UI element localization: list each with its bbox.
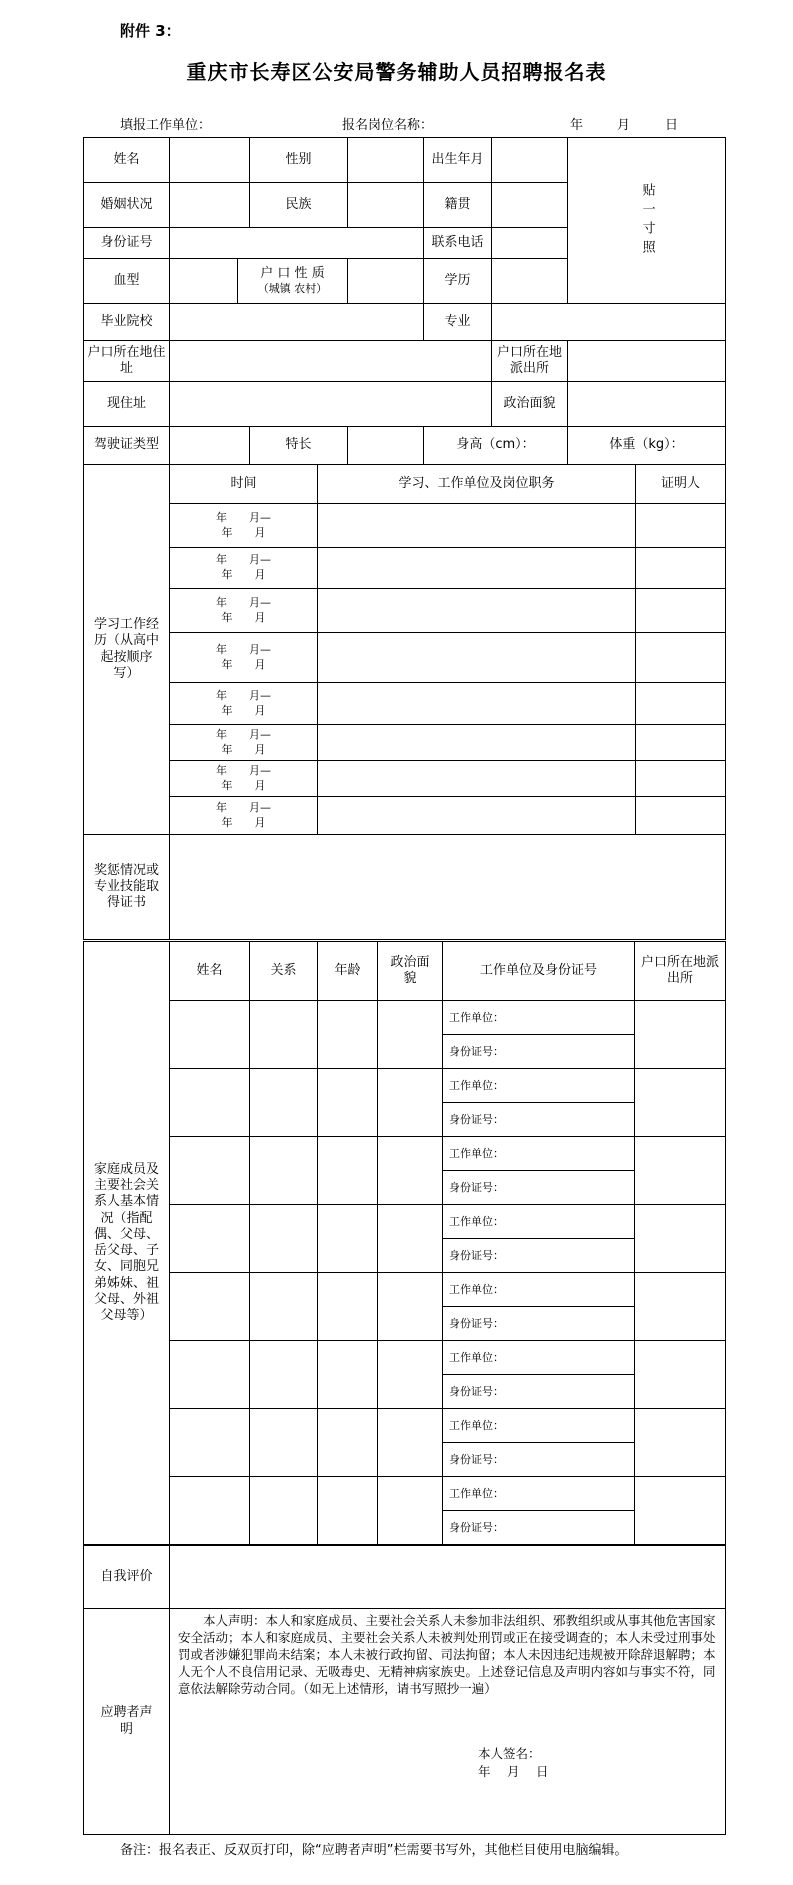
declaration-text: 本人声明：本人和家庭成员、主要社会关系人未参加非法组织、邪教组织或从事其他危害国家安全活动；本人和家庭成员、主要社会关系人未被判处刑罚或正在接受调查的；本人未受过刑事处罚或者涉嫌犯罪尚未结案；本人未被行政拘留、司法拘留；本人未因违纪违规被开除辞退解聘；本人无个人不良信用记录、无吸毒史、无精神病家族史。上述登记信息及声明内容如与事实不符，同意依法解除劳动合同。（如无上述情形，请书写照抄一遍） xyxy=(178,1613,716,1696)
resume-witness-cell[interactable] xyxy=(636,504,726,548)
specialty-label: 特长 xyxy=(250,427,348,465)
declaration-label: 应聘者声明 xyxy=(84,1609,170,1835)
member-relation[interactable] xyxy=(250,1477,318,1545)
hukou-police-label: 户口所在地派出所 xyxy=(492,341,568,382)
member-work-unit[interactable]: 工作单位： xyxy=(443,1477,635,1511)
resume-col-unit: 学习、工作单位及岗位职务 xyxy=(318,465,636,504)
time-start: 年 月— xyxy=(216,727,271,741)
basic-info-table xyxy=(83,137,726,465)
education-label: 学历 xyxy=(424,259,492,304)
resume-witness-cell[interactable] xyxy=(636,633,726,683)
form-note: 备注：报名表正、反双页打印，除“应聘者声明”栏需要书写外，其他栏目使用电脑编辑。 xyxy=(120,1843,628,1858)
resume-time-cell[interactable] xyxy=(170,725,318,761)
member-name[interactable] xyxy=(170,1477,250,1545)
member-id[interactable]: 身份证号： xyxy=(443,1307,635,1341)
hukou-addr-field[interactable] xyxy=(170,341,492,382)
phone-label: 联系电话 xyxy=(424,228,492,259)
native-label: 籍贯 xyxy=(424,183,492,228)
resume-time-cell[interactable] xyxy=(170,683,318,725)
awards-field[interactable] xyxy=(170,835,726,940)
member-political[interactable] xyxy=(378,1137,443,1205)
gender-field[interactable] xyxy=(348,138,424,183)
fill-unit-label: 填报工作单位： xyxy=(120,118,212,133)
member-relation[interactable] xyxy=(250,1001,318,1069)
resume-time-cell[interactable] xyxy=(170,548,318,589)
member-police[interactable] xyxy=(635,1409,726,1477)
time-end: 年 月 xyxy=(221,742,266,756)
member-id[interactable]: 身份证号： xyxy=(443,1239,635,1273)
time-end: 年 月 xyxy=(221,525,266,539)
member-age[interactable] xyxy=(318,1409,378,1477)
resume-time-cell[interactable] xyxy=(170,589,318,633)
resume-witness-cell[interactable] xyxy=(636,797,726,835)
resume-col-witness: 证明人 xyxy=(636,465,726,504)
gender-label: 性别 xyxy=(250,138,348,183)
member-police[interactable] xyxy=(635,1137,726,1205)
birth-field[interactable] xyxy=(492,138,568,183)
license-label: 驾驶证类型 xyxy=(84,427,170,465)
blood-label: 血型 xyxy=(84,259,170,304)
member-name[interactable] xyxy=(170,1069,250,1137)
current-addr-field[interactable] xyxy=(170,382,492,427)
hukou-addr-label: 户口所在地住址 xyxy=(84,341,170,382)
member-name[interactable] xyxy=(170,1137,250,1205)
time-start: 年 月— xyxy=(216,595,271,609)
member-name[interactable] xyxy=(170,1409,250,1477)
political-field[interactable] xyxy=(568,382,726,427)
self-eval-label: 自我评价 xyxy=(84,1546,170,1609)
ethnicity-field[interactable] xyxy=(348,183,424,228)
date-day-label: 日 xyxy=(665,118,679,133)
resume-row xyxy=(84,504,726,548)
member-work-unit[interactable]: 工作单位： xyxy=(443,1205,635,1239)
member-id[interactable]: 身份证号： xyxy=(443,1443,635,1477)
family-col-political: 政治面貌 xyxy=(378,942,443,1001)
family-col-work-id: 工作单位及身份证号 xyxy=(443,942,635,1001)
member-id[interactable]: 身份证号： xyxy=(443,1103,635,1137)
member-id[interactable]: 身份证号： xyxy=(443,1035,635,1069)
time-end: 年 月 xyxy=(221,778,266,792)
member-relation[interactable] xyxy=(250,1205,318,1273)
member-name[interactable] xyxy=(170,1273,250,1341)
member-id[interactable]: 身份证号： xyxy=(443,1511,635,1545)
fill-post-label: 报名岗位名称： xyxy=(342,118,434,133)
hukou-type-field[interactable] xyxy=(348,259,424,304)
time-start: 年 月— xyxy=(216,688,271,702)
member-name[interactable] xyxy=(170,1001,250,1069)
declaration-cell xyxy=(170,1609,726,1835)
native-field[interactable] xyxy=(492,183,568,228)
name-label: 姓名 xyxy=(84,138,170,183)
member-relation[interactable] xyxy=(250,1137,318,1205)
resume-unit-cell[interactable] xyxy=(318,504,636,548)
member-political[interactable] xyxy=(378,1001,443,1069)
photo-box[interactable] xyxy=(568,138,726,304)
form-title: 重庆市长寿区公安局警务辅助人员招聘报名表 xyxy=(186,60,607,84)
resume-witness-cell[interactable] xyxy=(636,589,726,633)
marital-field[interactable] xyxy=(170,183,250,228)
member-name[interactable] xyxy=(170,1341,250,1409)
resume-witness-cell[interactable] xyxy=(636,725,726,761)
member-work-unit[interactable]: 工作单位： xyxy=(443,1341,635,1375)
family-col-name: 姓名 xyxy=(170,942,250,1001)
license-field[interactable] xyxy=(170,427,250,465)
specialty-field[interactable] xyxy=(348,427,424,465)
member-age[interactable] xyxy=(318,1137,378,1205)
date-year-label: 年 xyxy=(570,118,584,133)
id-field[interactable] xyxy=(170,228,424,259)
member-work-unit[interactable]: 工作单位： xyxy=(443,1001,635,1035)
member-work-unit[interactable]: 工作单位： xyxy=(443,1273,635,1307)
member-age[interactable] xyxy=(318,1477,378,1545)
family-table xyxy=(83,941,726,1545)
resume-row xyxy=(84,589,726,633)
resume-unit-cell[interactable] xyxy=(318,683,636,725)
time-start: 年 月— xyxy=(216,510,271,524)
member-relation[interactable] xyxy=(250,1069,318,1137)
awards-label: 奖惩情况或专业技能取得证书 xyxy=(84,835,170,940)
school-field[interactable] xyxy=(170,304,424,341)
ethnicity-label: 民族 xyxy=(250,183,348,228)
member-police[interactable] xyxy=(635,1205,726,1273)
family-label: 家庭成员及主要社会关系人基本情况（指配偶、父母、岳父母、子女、同胞兄弟姊妹、祖父母、外祖父母等） xyxy=(84,942,170,1545)
member-name[interactable] xyxy=(170,1205,250,1273)
time-end: 年 月 xyxy=(221,657,266,671)
signature-date[interactable]: 年 月 日 xyxy=(478,1763,549,1779)
member-id[interactable]: 身份证号： xyxy=(443,1171,635,1205)
education-field[interactable] xyxy=(492,259,568,304)
member-political[interactable] xyxy=(378,1341,443,1409)
member-political[interactable] xyxy=(378,1069,443,1137)
member-political[interactable] xyxy=(378,1205,443,1273)
resume-time-cell[interactable] xyxy=(170,761,318,797)
school-label: 毕业院校 xyxy=(84,304,170,341)
member-work-unit[interactable]: 工作单位： xyxy=(443,1137,635,1171)
resume-label: 学习工作经历（从高中起按顺序写） xyxy=(84,465,170,835)
resume-witness-cell[interactable] xyxy=(636,683,726,725)
time-end: 年 月 xyxy=(221,568,266,581)
marital-label: 婚姻状况 xyxy=(84,183,170,228)
resume-time-cell[interactable] xyxy=(170,504,318,548)
member-police[interactable] xyxy=(635,1273,726,1341)
resume-unit-cell[interactable] xyxy=(318,797,636,835)
time-end: 年 月 xyxy=(221,610,266,624)
hukou-type-text: 户 口 性 质 xyxy=(260,266,325,281)
current-addr-label: 现住址 xyxy=(84,382,170,427)
member-age[interactable] xyxy=(318,1205,378,1273)
blood-field[interactable] xyxy=(170,259,238,304)
member-relation[interactable] xyxy=(250,1409,318,1477)
photo-label: 贴一寸照 xyxy=(639,182,655,259)
family-col-age: 年龄 xyxy=(318,942,378,1001)
resume-row xyxy=(84,725,726,761)
hukou-type-options: （城镇 农村） xyxy=(257,282,328,296)
member-police[interactable] xyxy=(635,1477,726,1545)
member-age[interactable] xyxy=(318,1341,378,1409)
member-work-unit[interactable]: 工作单位： xyxy=(443,1069,635,1103)
member-work-unit[interactable]: 工作单位： xyxy=(443,1409,635,1443)
resume-unit-cell[interactable] xyxy=(318,633,636,683)
declaration-table xyxy=(83,1545,726,1835)
time-start: 年 月— xyxy=(216,763,271,777)
resume-witness-cell[interactable] xyxy=(636,761,726,797)
family-col-relation: 关系 xyxy=(250,942,318,1001)
signature-label[interactable]: 本人签名： xyxy=(478,1746,541,1762)
resume-table xyxy=(83,464,726,940)
resume-col-time: 时间 xyxy=(170,465,318,504)
date-month-label: 月 xyxy=(617,118,631,133)
resume-row xyxy=(84,797,726,835)
birth-label: 出生年月 xyxy=(424,138,492,183)
member-police[interactable] xyxy=(635,1001,726,1069)
major-field[interactable] xyxy=(492,304,726,341)
resume-witness-cell[interactable] xyxy=(636,548,726,589)
hukou-police-field[interactable] xyxy=(568,341,726,382)
family-col-police: 户口所在地派出所 xyxy=(635,942,726,1001)
resume-row xyxy=(84,761,726,797)
member-police[interactable] xyxy=(635,1341,726,1409)
resume-unit-cell[interactable] xyxy=(318,761,636,797)
member-age[interactable] xyxy=(318,1069,378,1137)
hukou-type-label xyxy=(238,259,348,304)
id-label: 身份证号 xyxy=(84,228,170,259)
resume-time-cell[interactable] xyxy=(170,633,318,683)
member-age[interactable] xyxy=(318,1001,378,1069)
time-start: 年 月— xyxy=(216,553,271,567)
time-end: 年 月 xyxy=(221,703,266,717)
resume-time-cell[interactable] xyxy=(170,797,318,835)
height-label[interactable]: 身高（cm）： xyxy=(424,427,568,465)
time-end: 年 月 xyxy=(221,815,266,829)
member-police[interactable] xyxy=(635,1069,726,1137)
weight-label[interactable]: 体重（kg）： xyxy=(568,427,726,465)
name-field[interactable] xyxy=(170,138,250,183)
time-start: 年 月— xyxy=(216,800,271,814)
resume-row xyxy=(84,633,726,683)
member-relation[interactable] xyxy=(250,1341,318,1409)
resume-unit-cell[interactable] xyxy=(318,589,636,633)
resume-unit-cell[interactable] xyxy=(318,725,636,761)
phone-field[interactable] xyxy=(492,228,568,259)
member-relation[interactable] xyxy=(250,1273,318,1341)
resume-row xyxy=(84,548,726,589)
member-id[interactable]: 身份证号： xyxy=(443,1375,635,1409)
resume-unit-cell[interactable] xyxy=(318,548,636,589)
time-start: 年 月— xyxy=(216,642,271,656)
member-political[interactable] xyxy=(378,1477,443,1545)
political-label: 政治面貌 xyxy=(492,382,568,427)
resume-row xyxy=(84,683,726,725)
attachment-label: 附件 3： xyxy=(120,22,181,40)
member-age[interactable] xyxy=(318,1273,378,1341)
major-label: 专业 xyxy=(424,304,492,341)
member-political[interactable] xyxy=(378,1273,443,1341)
member-political[interactable] xyxy=(378,1409,443,1477)
self-eval-field[interactable] xyxy=(170,1546,726,1609)
